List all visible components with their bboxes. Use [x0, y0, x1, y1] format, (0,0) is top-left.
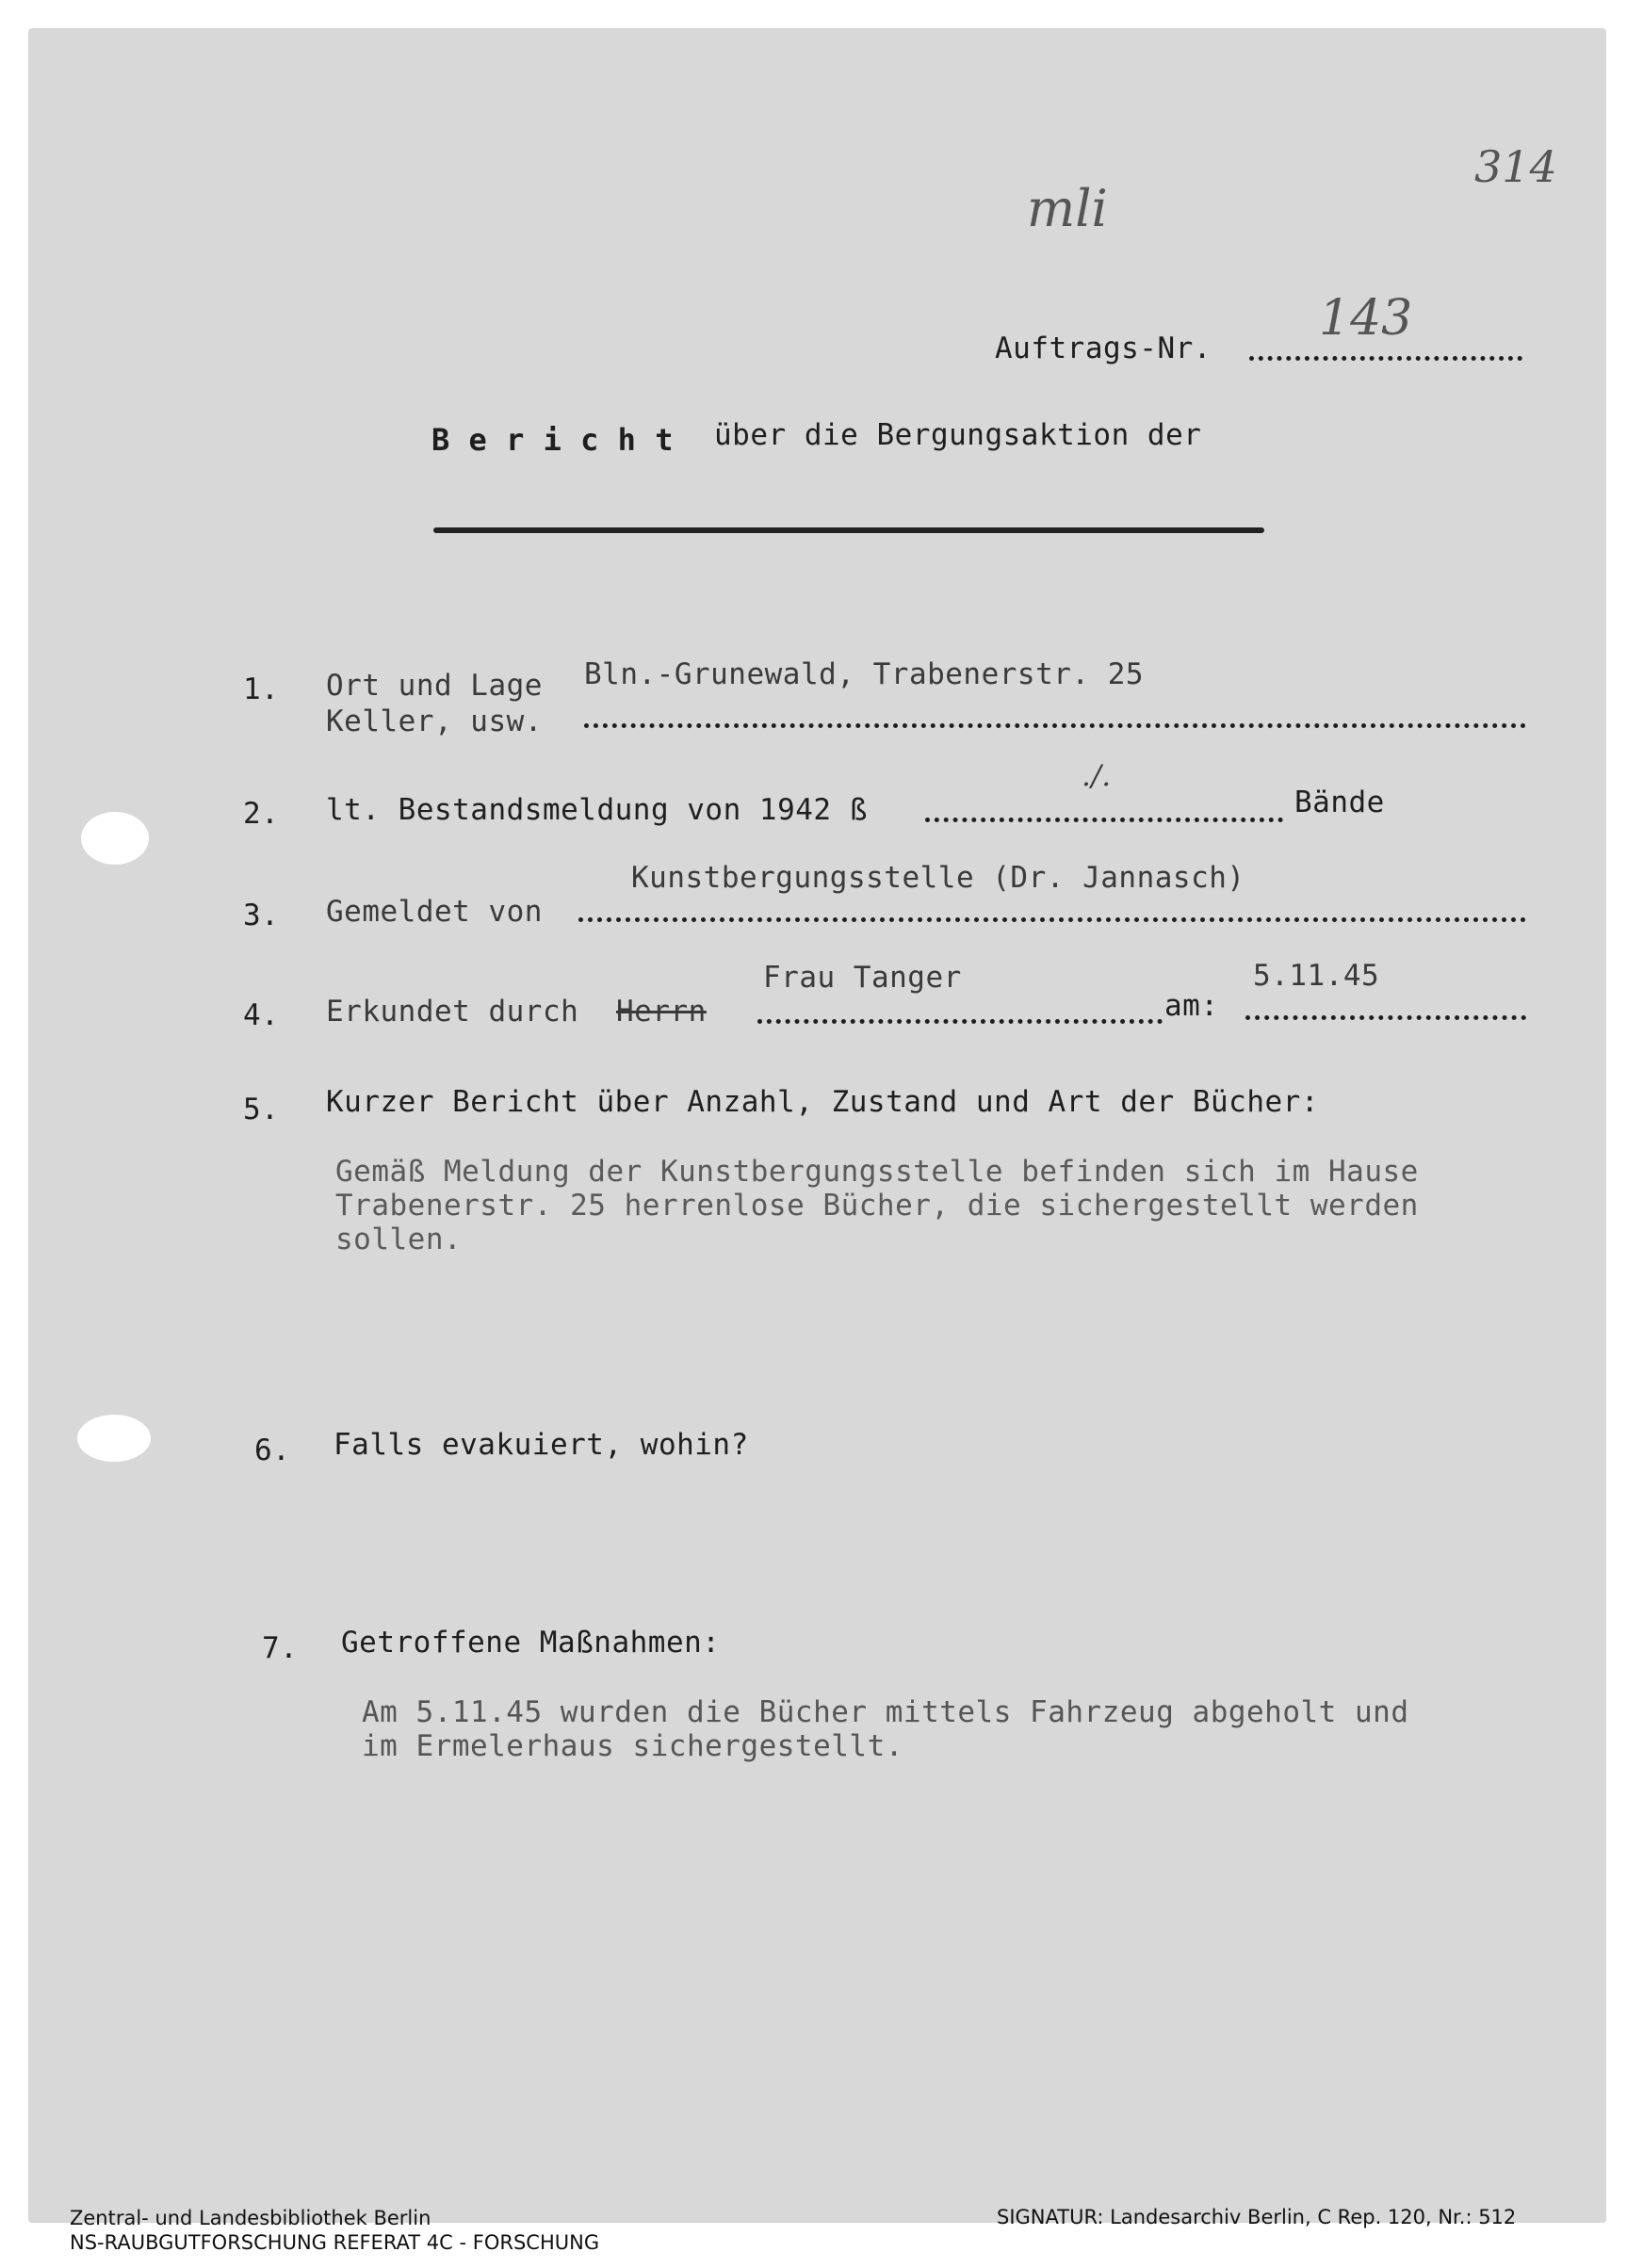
- footer-left: [70, 2206, 599, 2255]
- item-5-label: Kurzer Bericht über Anzahl, Zustand und Art der Bücher:: [326, 1085, 1319, 1119]
- item-1-number: 1.: [243, 672, 280, 706]
- item-2-value: ./.: [1082, 759, 1112, 793]
- item-2-label: lt. Bestandsmeldung von 1942 ß: [326, 793, 868, 827]
- item-6-number: 6.: [254, 1434, 291, 1467]
- item-5-text-line-3: sollen.: [335, 1223, 463, 1256]
- item-3-label: Gemeldet von: [326, 895, 543, 929]
- order-number-handwritten: 143: [1319, 290, 1413, 347]
- item-5-text-line-2: Trabenerstr. 25 herrenlose Bücher, die sichergestellt werden: [335, 1189, 1419, 1223]
- item-7-number: 7.: [262, 1631, 299, 1665]
- item-3-number: 3.: [243, 899, 280, 932]
- item-6-label: Falls evakuiert, wohin?: [334, 1428, 749, 1462]
- item-4-date-value: 5.11.45: [1253, 959, 1380, 993]
- auftrags-dots: [1249, 356, 1522, 361]
- item-4-number: 4.: [243, 998, 280, 1032]
- item-4-label: Erkundet durch: [326, 995, 579, 1029]
- item-5-number: 5.: [243, 1093, 280, 1126]
- punch-hole-top: [81, 812, 149, 865]
- footer-signature: SIGNATUR: Landesarchiv Berlin, C Rep. 120, Nr.: 512: [997, 2206, 1517, 2228]
- item-4-date-label: am:: [1164, 989, 1219, 1023]
- item-1-label: Ort und Lage: [326, 669, 543, 703]
- item-4-date-dots: [1245, 1015, 1526, 1020]
- page-number-handwritten: 314: [1474, 141, 1557, 192]
- item-7-text-line-2: im Ermelerhaus sichergestellt.: [362, 1729, 903, 1763]
- item-1-label-line2: Keller, usw.: [326, 705, 543, 738]
- item-7-text-line-1: Am 5.11.45 wurden die Bücher mittels Fahrzeug abgeholt und: [362, 1695, 1409, 1729]
- document-page: [28, 28, 1606, 2223]
- item-7-label: Getroffene Maßnahmen:: [341, 1626, 721, 1660]
- report-title-spaced: B e r i c h t: [431, 422, 674, 458]
- footer-library: Zentral- und Landesbibliothek Berlin: [70, 2207, 431, 2229]
- report-title: über die Bergungsaktion der: [714, 418, 1202, 452]
- auftrags-label: Auftrags-Nr.: [995, 332, 1212, 365]
- initials-handwritten: mli: [1027, 179, 1108, 238]
- punch-hole-bottom: [77, 1415, 151, 1462]
- item-1-dots: [584, 723, 1526, 728]
- item-4-value: Frau Tanger: [763, 961, 962, 995]
- item-5-text-line-1: Gemäß Meldung der Kunstbergungsstelle befinden sich im Hause: [335, 1155, 1419, 1189]
- item-2-number: 2.: [243, 797, 280, 831]
- footer-department: NS-RAUBGUTFORSCHUNG REFERAT 4C - FORSCHUNG: [70, 2231, 600, 2254]
- item-4-dots: [757, 1019, 1163, 1024]
- item-3-dots: [578, 917, 1526, 922]
- item-2-unit: Bände: [1294, 786, 1385, 819]
- item-1-value: Bln.-Grunewald, Trabenerstr. 25: [584, 657, 1145, 691]
- item-4-struck-word: Herrn: [616, 995, 707, 1029]
- item-2-dots: [925, 818, 1283, 822]
- item-3-value: Kunstbergungsstelle (Dr. Jannasch): [631, 861, 1245, 895]
- title-underline: [433, 527, 1264, 533]
